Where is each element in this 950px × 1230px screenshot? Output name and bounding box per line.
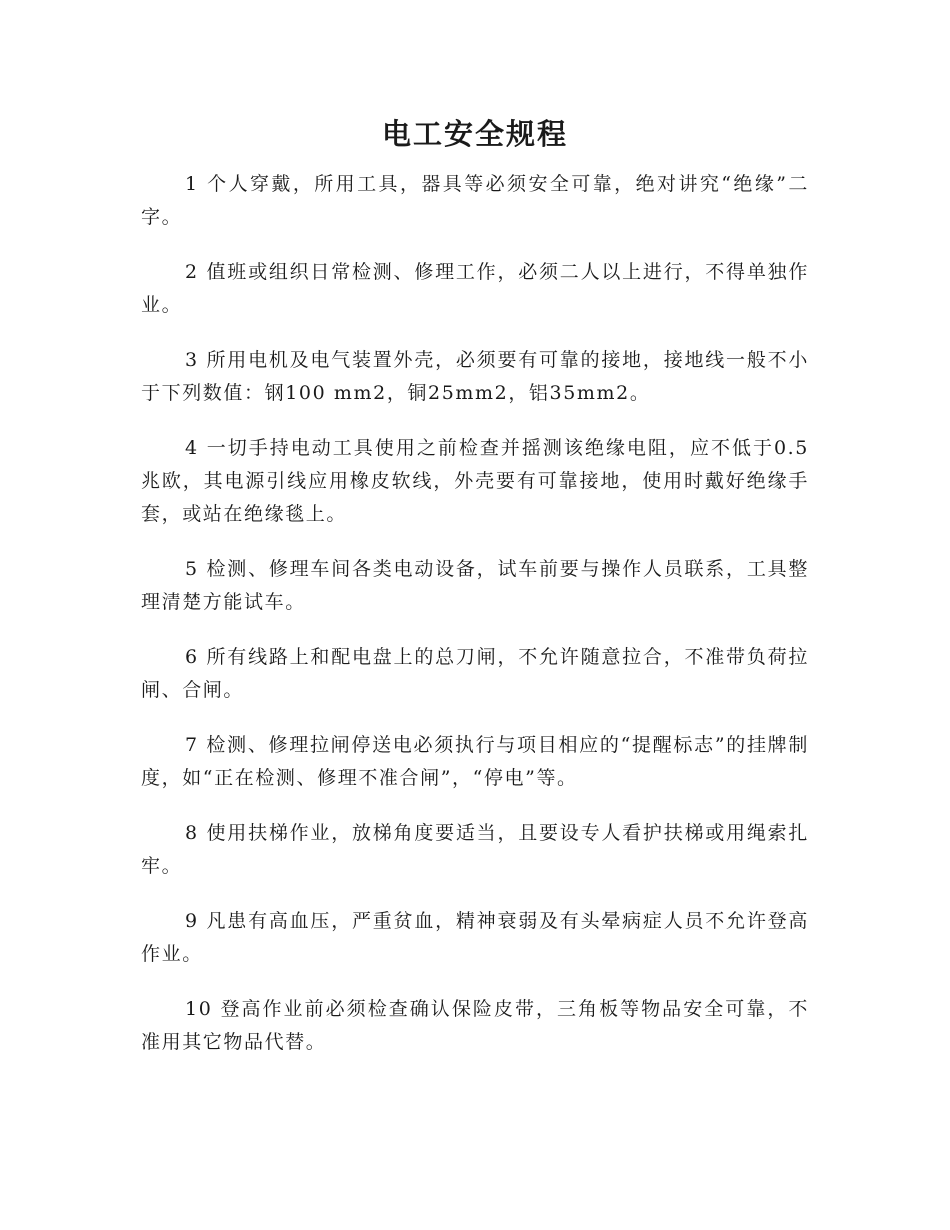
rules-list	[141, 168, 809, 1081]
rule-item-7: 7 检测、修理拉闸停送电必须执行与项目相应的“提醒标志”的挂牌制度，如“正在检测、修理不准合闸”，“停电”等。	[141, 734, 809, 789]
document-title: 电工安全规程	[381, 117, 568, 151]
rule-item-4: 4 一切手持电动工具使用之前检查并摇测该绝缘电阻，应不低于0.5兆欧，其电源引线应用橡皮软线，外壳要有可靠接地，使用时戴好绝缘手套，或站在绝缘毯上。	[141, 437, 809, 525]
rule-item-3: 3 所用电机及电气装置外壳，必须要有可靠的接地，接地线一般不小于下列数值：钢100 mm2，铜25mm2，铝35mm2。	[141, 349, 809, 404]
rule-item-9: 9 凡患有高血压，严重贫血，精神衰弱及有头晕病症人员不允许登高作业。	[141, 910, 809, 965]
rule-item-1: 1 个人穿戴，所用工具，器具等必须安全可靠，绝对讲究“绝缘”二字。	[141, 173, 809, 228]
rule-item-8: 8 使用扶梯作业，放梯角度要适当，且要设专人看护扶梯或用绳索扎牢。	[141, 822, 809, 877]
rule-item-10: 10 登高作业前必须检查确认保险皮带，三角板等物品安全可靠，不准用其它物品代替。	[141, 998, 809, 1053]
rule-item-5: 5 检测、修理车间各类电动设备，试车前要与操作人员联系，工具整理清楚方能试车。	[141, 558, 809, 613]
rule-item-2: 2 值班或组织日常检测、修理工作，必须二人以上进行，不得单独作业。	[141, 261, 809, 316]
rule-item-6: 6 所有线路上和配电盘上的总刀闸，不允许随意拉合，不准带负荷拉闸、合闸。	[141, 646, 809, 701]
